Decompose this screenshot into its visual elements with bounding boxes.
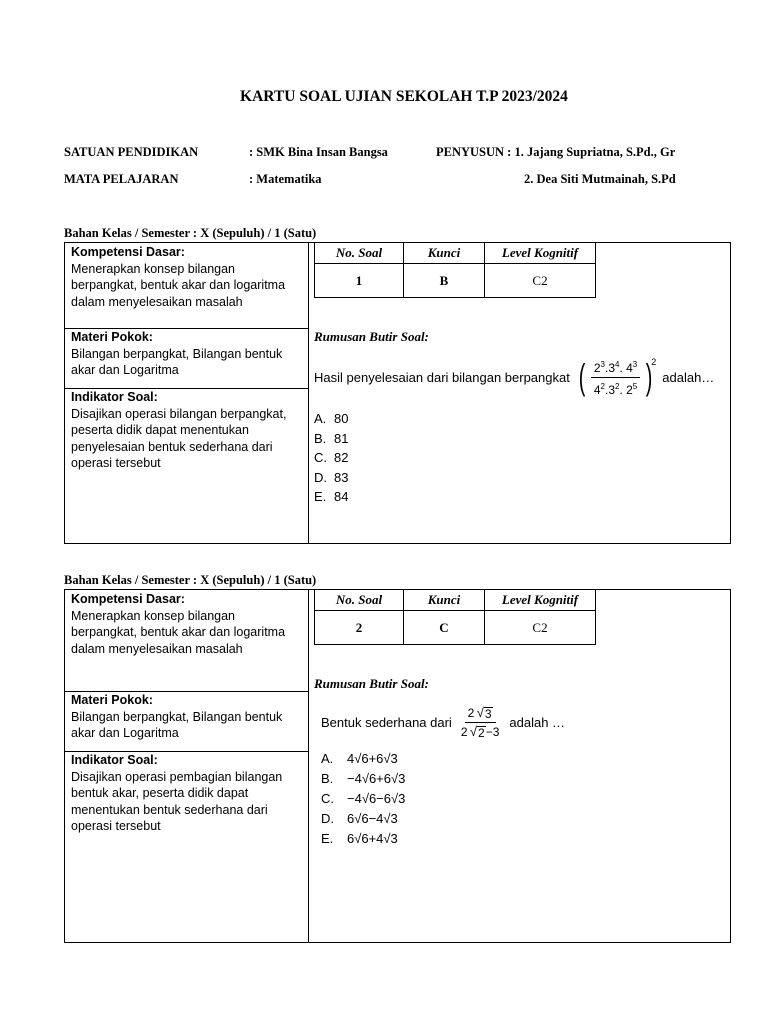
kompetensi-heading: Kompetensi Dasar:: [71, 245, 185, 259]
answer-key-table: [314, 590, 596, 645]
level-value: C2: [485, 611, 596, 645]
rumusan-heading: Rumusan Butir Soal:: [314, 329, 429, 344]
kunci-value: C: [404, 611, 485, 645]
no-soal-header: No. Soal: [315, 243, 404, 264]
no-soal-value: 2: [315, 611, 404, 645]
satuan-label: SATUAN PENDIDIKAN: [64, 145, 199, 159]
satuan-value: : SMK Bina Insan Bangsa: [249, 145, 388, 159]
question-card-2: [64, 589, 731, 943]
option-d: D. 6√6−4√3: [321, 811, 398, 826]
indikator-text: Disajikan operasi pembagian bilangan bentuk akar, peserta didik dapat menentukan bentuk sederhana dari operasi tersebut: [71, 769, 283, 833]
kompetensi-section: [65, 590, 308, 692]
card-left-column: [65, 243, 309, 543]
question-card-1: [64, 242, 731, 544]
option-b: B. 81: [314, 430, 349, 446]
question-intro: Hasil penyelesaian dari bilangan berpangkat: [314, 369, 570, 385]
bahan-kelas: Bahan Kelas / Semester : X (Sepuluh) / 1 (Satu): [64, 573, 317, 587]
kunci-value: B: [404, 264, 485, 298]
question-tail: adalah…: [662, 369, 715, 385]
no-soal-header: No. Soal: [315, 590, 404, 611]
option-b: B. −4√6+6√3: [321, 771, 406, 786]
kunci-header: Kunci: [404, 243, 485, 264]
indikator-section: [65, 388, 308, 472]
question-tail: adalah …: [509, 714, 566, 730]
option-a: A. 4√6+6√3: [321, 751, 398, 766]
bahan-kelas: Bahan Kelas / Semester : X (Sepuluh) / 1 (Satu): [64, 226, 317, 240]
question-text: [321, 700, 565, 744]
indikator-heading: Indikator Soal:: [71, 390, 158, 404]
indikator-text: Disajikan operasi bilangan berpangkat, peserta didik dapat menentukan penyelesaian bentuk sederhana dari operasi tersebut: [71, 406, 287, 470]
options-list: [314, 409, 348, 507]
options-list: [321, 749, 405, 849]
no-soal-value: 1: [315, 264, 404, 298]
indikator-section: [65, 751, 308, 835]
level-value: C2: [485, 264, 596, 298]
materi-section: [65, 691, 308, 752]
kompetensi-text: Menerapkan konsep bilangan berpangkat, bentuk akar dan logaritma dalam menyelesaikan masalah: [71, 608, 286, 656]
option-e: E. 6√6+4√3: [321, 831, 398, 846]
option-c: C. 82: [314, 450, 349, 465]
option-c: C. −4√6−6√3: [321, 791, 406, 806]
penyusun-1: PENYUSUN : 1. Jajang Supriatna, S.Pd., Gr: [436, 145, 676, 159]
mapel-value: : Matematika: [249, 172, 322, 186]
materi-heading: Materi Pokok:: [71, 330, 153, 344]
kompetensi-text: Menerapkan konsep bilangan berpangkat, bentuk akar dan logaritma dalam menyelesaikan masalah: [71, 261, 286, 309]
level-header: Level Kognitif: [485, 243, 596, 264]
option-d: D. 83: [314, 469, 349, 485]
materi-heading: Materi Pokok:: [71, 693, 153, 707]
root-fraction: 2 √ 3 2 √ 2 −3: [460, 704, 500, 740]
penyusun-2: 2. Dea Siti Mutmainah, S.Pd: [524, 172, 676, 186]
materi-text: Bilangan berpangkat, Bilangan bentuk akar dan Logaritma: [71, 709, 283, 740]
document-title: KARTU SOAL UJIAN SEKOLAH T.P 2023/2024: [240, 88, 568, 105]
level-header: Level Kognitif: [485, 590, 596, 611]
kompetensi-section: [65, 243, 308, 329]
option-a: A. 80: [314, 411, 349, 426]
materi-section: [65, 328, 308, 389]
indikator-heading: Indikator Soal:: [71, 753, 158, 767]
option-e: E. 84: [314, 489, 349, 504]
exponent-expression: ( $\frac{2^3.3^4. 4^3}{4^2.3^2. 2^5}$ ) 2: [578, 356, 657, 397]
mapel-label: MATA PELAJARAN: [64, 172, 179, 186]
kompetensi-heading: Kompetensi Dasar:: [71, 592, 185, 606]
card-left-column: [65, 590, 309, 942]
question-text: [314, 353, 714, 401]
kunci-header: Kunci: [404, 590, 485, 611]
answer-key-table: [314, 243, 596, 298]
rumusan-heading: Rumusan Butir Soal:: [314, 676, 429, 691]
materi-text: Bilangan berpangkat, Bilangan bentuk akar dan Logaritma: [71, 346, 283, 377]
question-intro: Bentuk sederhana dari: [321, 714, 452, 730]
